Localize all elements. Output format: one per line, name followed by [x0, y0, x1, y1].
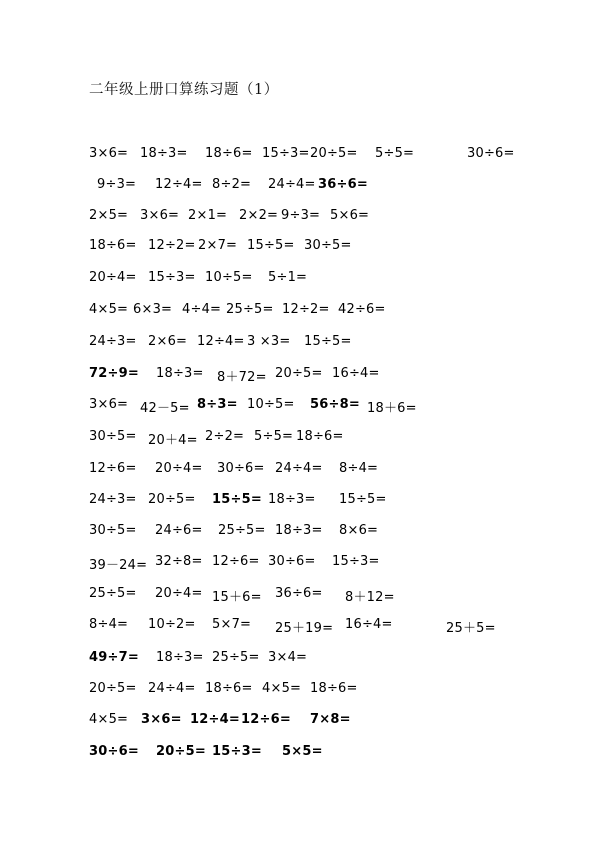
exercise-row — [0, 146, 600, 166]
exercise-problem: 24÷3= — [89, 334, 137, 349]
exercise-problem: 15÷3= — [332, 554, 380, 569]
exercise-row — [0, 650, 600, 670]
exercise-problem: 25÷5= — [218, 523, 266, 538]
exercise-problem: 15＋6= — [212, 590, 262, 605]
exercise-problem: 24÷3= — [89, 492, 137, 507]
exercise-problem: 18÷6= — [205, 681, 253, 696]
exercise-problem: 8÷4= — [339, 461, 379, 476]
exercise-row — [0, 461, 600, 481]
exercise-problem: 4×5= — [89, 302, 129, 317]
exercise-problem: 16÷4= — [332, 366, 380, 381]
exercise-problem: 2×5= — [89, 208, 129, 223]
exercise-problem: 25÷5= — [89, 586, 137, 601]
exercise-row — [0, 617, 600, 637]
exercise-problem: 36÷6= — [318, 177, 368, 192]
exercise-problem: 25÷5= — [226, 302, 274, 317]
exercise-problem: 4÷4= — [182, 302, 222, 317]
exercise-problem: 2×6= — [148, 334, 188, 349]
exercise-row — [0, 177, 600, 197]
exercise-problem: 20÷5= — [310, 146, 358, 161]
exercise-problem: 3 ×3= — [247, 334, 291, 349]
exercise-problem: 24÷4= — [148, 681, 196, 696]
exercise-problem: 10÷5= — [247, 397, 295, 412]
exercise-problem: 24÷4= — [268, 177, 316, 192]
exercise-row — [0, 429, 600, 449]
exercise-problem: 3×4= — [268, 650, 308, 665]
exercise-problem: 18÷3= — [140, 146, 188, 161]
exercise-problem: 2×2= — [239, 208, 279, 223]
exercise-problem: 56÷8= — [310, 397, 360, 412]
exercise-problem: 2÷2= — [205, 429, 245, 444]
exercise-problem: 3×6= — [89, 146, 129, 161]
exercise-problem: 20÷4= — [155, 461, 203, 476]
exercise-row — [0, 586, 600, 606]
exercise-problem: 12÷4= — [197, 334, 245, 349]
exercise-row — [0, 744, 600, 764]
exercise-problem: 5×5= — [282, 744, 323, 759]
exercise-problem: 10÷5= — [205, 270, 253, 285]
exercise-problem: 12÷4= — [155, 177, 203, 192]
exercise-problem: 15÷5= — [247, 238, 295, 253]
exercise-problem: 18÷3= — [268, 492, 316, 507]
exercise-problem: 5÷1= — [268, 270, 308, 285]
exercise-row — [0, 681, 600, 701]
exercise-problem: 18＋6= — [367, 401, 417, 416]
exercise-problem: 20÷5= — [89, 681, 137, 696]
exercise-problem: 39－24= — [89, 558, 148, 573]
exercise-problem: 3×6= — [140, 208, 180, 223]
exercise-problem: 8＋72= — [217, 370, 267, 385]
exercise-problem: 2×7= — [198, 238, 238, 253]
exercise-problem: 5×6= — [330, 208, 370, 223]
exercise-problem: 8÷2= — [212, 177, 252, 192]
exercise-row — [0, 302, 600, 322]
exercise-row — [0, 397, 600, 417]
exercise-row — [0, 523, 600, 543]
exercise-problem: 18÷6= — [310, 681, 358, 696]
exercise-problem: 9÷3= — [97, 177, 137, 192]
exercise-problem: 20÷5= — [156, 744, 206, 759]
exercise-problem: 20÷4= — [155, 586, 203, 601]
exercise-row — [0, 208, 600, 228]
exercise-row — [0, 492, 600, 512]
exercise-problem: 18÷6= — [205, 146, 253, 161]
exercise-problem: 18÷3= — [156, 650, 204, 665]
exercise-row — [0, 554, 600, 574]
exercise-problem: 30÷5= — [89, 523, 137, 538]
exercise-problem: 49÷7= — [89, 650, 139, 665]
exercise-row — [0, 712, 600, 732]
exercise-problem: 5×7= — [212, 617, 252, 632]
exercise-problem: 25＋5= — [446, 621, 496, 636]
exercise-problem: 12÷6= — [212, 554, 260, 569]
exercise-problem: 9÷3= — [281, 208, 321, 223]
exercise-problem: 12÷2= — [282, 302, 330, 317]
exercise-problem: 42÷6= — [338, 302, 386, 317]
exercise-problem: 4×5= — [262, 681, 302, 696]
exercise-problem: 30÷6= — [268, 554, 316, 569]
exercise-problem: 25＋19= — [275, 621, 334, 636]
exercise-problem: 5÷5= — [375, 146, 415, 161]
exercise-problem: 30÷6= — [217, 461, 265, 476]
exercise-row — [0, 334, 600, 354]
exercise-problem: 12÷6= — [89, 461, 137, 476]
exercise-problem: 42－5= — [140, 401, 190, 416]
exercise-problem: 30÷6= — [467, 146, 515, 161]
exercise-problem: 32÷8= — [155, 554, 203, 569]
exercise-problem: 18÷3= — [156, 366, 204, 381]
exercise-problem: 8÷4= — [89, 617, 129, 632]
exercise-problem: 15÷3= — [262, 146, 310, 161]
exercise-problem: 10÷2= — [148, 617, 196, 632]
exercise-problem: 8÷3= — [197, 397, 238, 412]
exercise-problem: 8×6= — [339, 523, 379, 538]
exercise-problem: 18÷6= — [296, 429, 344, 444]
exercise-problem: 20÷5= — [275, 366, 323, 381]
exercise-problem: 15÷5= — [304, 334, 352, 349]
exercise-problem: 3×6= — [141, 712, 182, 727]
exercise-row — [0, 366, 600, 386]
exercise-problem: 5÷5= — [254, 429, 294, 444]
exercise-problem: 30÷5= — [304, 238, 352, 253]
exercise-problem: 15÷3= — [212, 744, 262, 759]
exercise-row — [0, 238, 600, 258]
exercise-problem: 15÷5= — [339, 492, 387, 507]
exercise-problem: 25÷5= — [212, 650, 260, 665]
exercise-problem: 24÷4= — [275, 461, 323, 476]
exercise-problem: 18÷6= — [89, 238, 137, 253]
exercise-problem: 12÷4= — [190, 712, 240, 727]
exercise-problem: 2×1= — [188, 208, 228, 223]
exercise-problem: 24÷6= — [155, 523, 203, 538]
exercise-problem: 36÷6= — [275, 586, 323, 601]
exercise-problem: 20÷5= — [148, 492, 196, 507]
exercise-problem: 30÷5= — [89, 429, 137, 444]
exercise-row — [0, 270, 600, 290]
exercise-problem: 8＋12= — [345, 590, 395, 605]
exercise-problem: 3×6= — [89, 397, 129, 412]
exercise-problem: 20÷4= — [89, 270, 137, 285]
exercise-problem: 72÷9= — [89, 366, 139, 381]
exercise-problem: 18÷3= — [275, 523, 323, 538]
exercise-problem: 6×3= — [133, 302, 173, 317]
exercise-problem: 15÷3= — [148, 270, 196, 285]
exercise-problem: 30÷6= — [89, 744, 139, 759]
exercise-problem: 12÷6= — [241, 712, 291, 727]
exercise-problem: 16÷4= — [345, 617, 393, 632]
exercise-problem: 20＋4= — [148, 433, 198, 448]
exercise-problem: 7×8= — [310, 712, 351, 727]
exercise-problem: 15÷5= — [212, 492, 262, 507]
exercise-problem: 12÷2= — [148, 238, 196, 253]
exercise-problem: 4×5= — [89, 712, 129, 727]
page-title: 二年级上册口算练习题（1） — [89, 82, 279, 98]
